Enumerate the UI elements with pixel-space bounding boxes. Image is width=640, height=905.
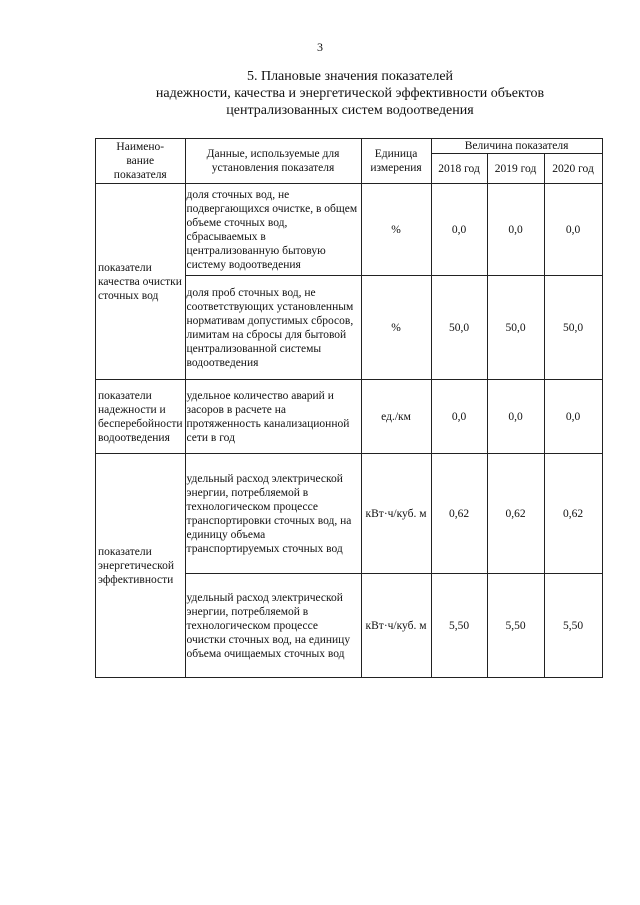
group-name: показатели энергетической эффективности: [96, 454, 186, 678]
header-value: Величина показателя: [431, 139, 602, 154]
value-2018: 0,62: [431, 454, 487, 574]
row-unit: кВт·ч/куб. м: [361, 574, 431, 678]
row-description: доля сточных вод, не подвергающихся очистке, в общем объеме сточных вод, сбрасываемых в централизованную бытовую систему водоотведения: [185, 184, 361, 276]
value-2020: 5,50: [544, 574, 602, 678]
group-name: показатели качества очистки сточных вод: [96, 184, 186, 380]
value-2020: 0,62: [544, 454, 602, 574]
row-description: удельный расход электрической энергии, потребляемой в технологическом процессе транспортировки сточных вод, на единицу объема транспортируемых сточных вод: [185, 454, 361, 574]
row-unit: кВт·ч/куб. м: [361, 454, 431, 574]
value-2018: 0,0: [431, 380, 487, 454]
header-year-2018: 2018 год: [431, 154, 487, 184]
title-line-1: 5. Плановые значения показателей: [246, 69, 454, 84]
table-row: [96, 380, 603, 454]
value-2019: 0,0: [487, 380, 544, 454]
value-2019: 0,0: [487, 184, 544, 276]
group-name: показатели надежности и бесперебойности водоотведения: [96, 380, 186, 454]
value-2020: 0,0: [544, 380, 602, 454]
table-row: [96, 454, 603, 574]
value-2018: 5,50: [431, 574, 487, 678]
row-unit: %: [361, 184, 431, 276]
section-title: [60, 68, 640, 119]
header-year-2019: 2019 год: [487, 154, 544, 184]
row-unit: ед./км: [361, 380, 431, 454]
header-unit: Единица измерения: [361, 139, 431, 184]
title-line-3: централизованных систем водоотведения: [226, 103, 474, 118]
value-2019: 50,0: [487, 276, 544, 380]
header-year-2020: 2020 год: [544, 154, 602, 184]
page-number: 3: [317, 40, 323, 54]
table-row: [96, 184, 603, 276]
row-description: доля проб сточных вод, не соответствующих установленным нормативам допустимых сбросов, лимитам на сбросы для бытовой централизованной системы водоотведения: [185, 276, 361, 380]
row-description: удельный расход электрической энергии, потребляемой в технологическом процессе очистки сточных вод, на единицу объема очищаемых сточных вод: [185, 574, 361, 678]
value-2020: 0,0: [544, 184, 602, 276]
value-2019: 0,62: [487, 454, 544, 574]
indicators-table: [95, 138, 603, 678]
value-2020: 50,0: [544, 276, 602, 380]
header-name: Наимено- вание показателя: [96, 139, 186, 184]
value-2018: 0,0: [431, 184, 487, 276]
row-description: удельное количество аварий и засоров в расчете на протяженность канализационной сети в год: [185, 380, 361, 454]
header-data: Данные, используемые для установления показателя: [185, 139, 361, 184]
value-2018: 50,0: [431, 276, 487, 380]
value-2019: 5,50: [487, 574, 544, 678]
row-unit: %: [361, 276, 431, 380]
title-line-2: надежности, качества и энергетической эффективности объектов: [155, 86, 545, 101]
